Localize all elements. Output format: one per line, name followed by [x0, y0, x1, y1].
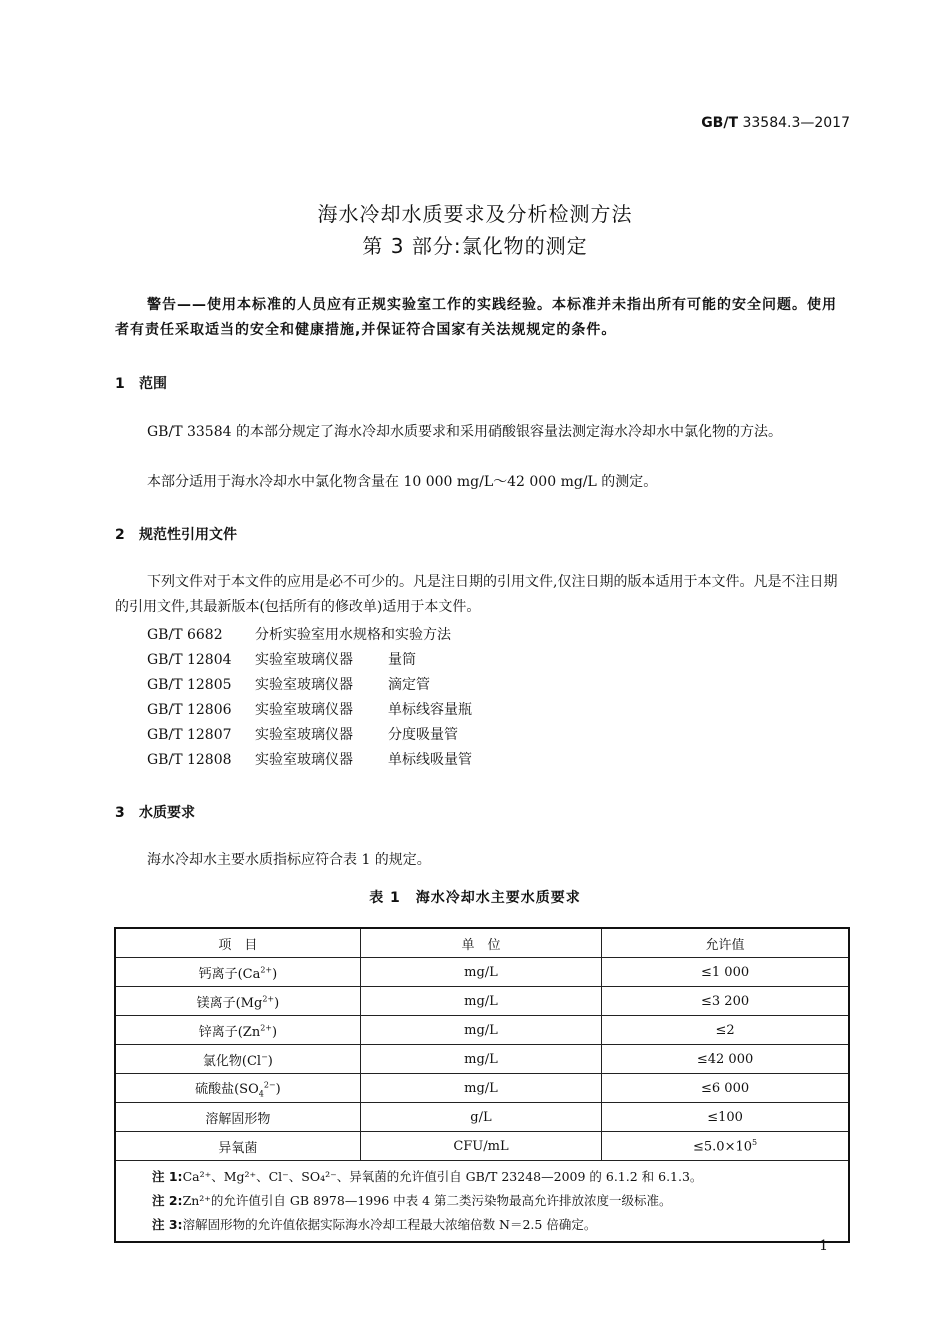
row-item: 锌离子$(Zn^{2+})$	[115, 1016, 360, 1045]
header-unit: 单 位	[360, 928, 601, 958]
ref-code: GB/T 12805	[147, 677, 232, 693]
ref-group: 实验室玻璃仪器	[255, 652, 353, 668]
reference-item	[147, 699, 472, 719]
ref-group: 实验室玻璃仪器	[255, 677, 353, 693]
row-limit: ≤1 000	[602, 958, 849, 987]
section-title: 规范性引用文件	[139, 527, 237, 543]
header-item: 项 目	[115, 928, 360, 958]
document-subtitle: 第 3 部分:氯化物的测定	[362, 234, 588, 258]
section-2-heading	[115, 524, 237, 544]
ref-code: GB/T 12806	[147, 702, 232, 718]
ref-group: 实验室玻璃仪器	[255, 752, 353, 768]
row-unit: mg/L	[360, 1045, 601, 1074]
ref-item: 滴定管	[388, 677, 430, 693]
table-header-row	[115, 928, 849, 958]
code-number: 33584.3—2017	[742, 115, 850, 131]
row-unit: CFU/mL	[360, 1132, 601, 1161]
row-limit: ≤100	[602, 1103, 849, 1132]
ref-code: GB/T 12807	[147, 727, 232, 743]
row-item: 溶解固形物	[115, 1103, 360, 1132]
section-number: 2	[115, 527, 125, 543]
table-row	[115, 1074, 849, 1103]
row-item: 镁离子$(Mg^{2+})$	[115, 987, 360, 1016]
ref-item: 单标线吸量管	[388, 752, 472, 768]
reference-item	[147, 724, 458, 744]
ref-item: 分度吸量管	[388, 727, 458, 743]
ref-group: 实验室玻璃仪器	[255, 727, 353, 743]
ref-item: 量筒	[388, 652, 416, 668]
section-2-para-1: 下列文件对于本文件的应用是必不可少的。凡是注日期的引用文件,仅注日期的版本适用于本文件。凡是不注日期的引用文件,其最新版本(包括所有的修改单)适用于本文件。	[115, 574, 838, 615]
row-item: 硫酸盐$(SO_4^{2-})$	[115, 1074, 360, 1103]
code-prefix: GB/T	[701, 115, 739, 131]
section-1-para-2: 本部分适用于海水冷却水中氯化物含量在 10 000 mg/L～42 000 mg/L 的测定。	[147, 474, 658, 490]
row-item: 钙离子$(Ca^{2+})$	[115, 958, 360, 987]
table-note: 注 1:Ca²⁺、Mg²⁺、Cl⁻、SO₄²⁻、异氧菌的允许值引自 GB/T 23248—2009 的 6.1.2 和 6.1.3。	[152, 1169, 703, 1184]
row-item: 异氧菌	[115, 1132, 360, 1161]
row-limit: ≤6 000	[602, 1074, 849, 1103]
header-limit: 允许值	[602, 928, 849, 958]
section-title: 水质要求	[139, 805, 195, 821]
table-row	[115, 1045, 849, 1074]
reference-item	[147, 649, 416, 669]
section-3-para-1: 海水冷却水主要水质指标应符合表 1 的规定。	[147, 852, 431, 868]
table-row	[115, 1016, 849, 1045]
row-limit: ≤42 000	[602, 1045, 849, 1074]
row-unit: mg/L	[360, 987, 601, 1016]
document-code	[701, 115, 850, 131]
section-1-para-1: GB/T 33584 的本部分规定了海水冷却水质要求和采用硝酸银容量法测定海水冷却水中氯化物的方法。	[147, 424, 782, 440]
reference-item	[147, 624, 451, 644]
row-limit: ≤2	[602, 1016, 849, 1045]
section-3-heading	[115, 802, 195, 822]
table-notes	[115, 1161, 849, 1243]
table-row	[115, 958, 849, 987]
row-item: 氯化物(Cl−)	[115, 1045, 360, 1074]
row-unit: g/L	[360, 1103, 601, 1132]
table-caption: 表 1 海水冷却水主要水质要求	[369, 890, 581, 906]
ref-code: GB/T 6682	[147, 627, 223, 643]
row-unit: mg/L	[360, 958, 601, 987]
table-row	[115, 1103, 849, 1132]
document-title: 海水冷却水质要求及分析检测方法	[317, 202, 633, 226]
reference-item	[147, 749, 472, 769]
ref-code: GB/T 12808	[147, 752, 232, 768]
section-number: 3	[115, 805, 125, 821]
ref-code: GB/T 12804	[147, 652, 232, 668]
ref-title: 分析实验室用水规格和实验方法	[255, 627, 451, 643]
page-number: 1	[819, 1238, 828, 1254]
row-limit: ≤3 200	[602, 987, 849, 1016]
table-notes-row	[115, 1161, 849, 1243]
ref-group: 实验室玻璃仪器	[255, 702, 353, 718]
section-1-heading	[115, 373, 167, 393]
row-unit: mg/L	[360, 1016, 601, 1045]
section-title: 范围	[139, 376, 167, 392]
row-unit: mg/L	[360, 1074, 601, 1103]
table-row	[115, 1132, 849, 1161]
warning-paragraph: 警告——使用本标准的人员应有正规实验室工作的实践经验。本标准并未指出所有可能的安全问题。使用者有责任采取适当的安全和健康措施,并保证符合国家有关法规规定的条件。	[115, 297, 837, 338]
water-quality-table	[114, 927, 850, 1243]
table-note: 注 2:Zn²⁺的允许值引自 GB 8978—1996 中表 4 第二类污染物最高允许排放浓度一级标准。	[152, 1193, 672, 1208]
table-row	[115, 987, 849, 1016]
ref-item: 单标线容量瓶	[388, 702, 472, 718]
reference-item	[147, 674, 430, 694]
section-number: 1	[115, 376, 125, 392]
row-limit: $\le 5.0\times 10^5$	[602, 1132, 849, 1161]
table-note: 注 3:溶解固形物的允许值依据实际海水冷却工程最大浓缩倍数 N＝2.5 倍确定。	[152, 1217, 597, 1232]
